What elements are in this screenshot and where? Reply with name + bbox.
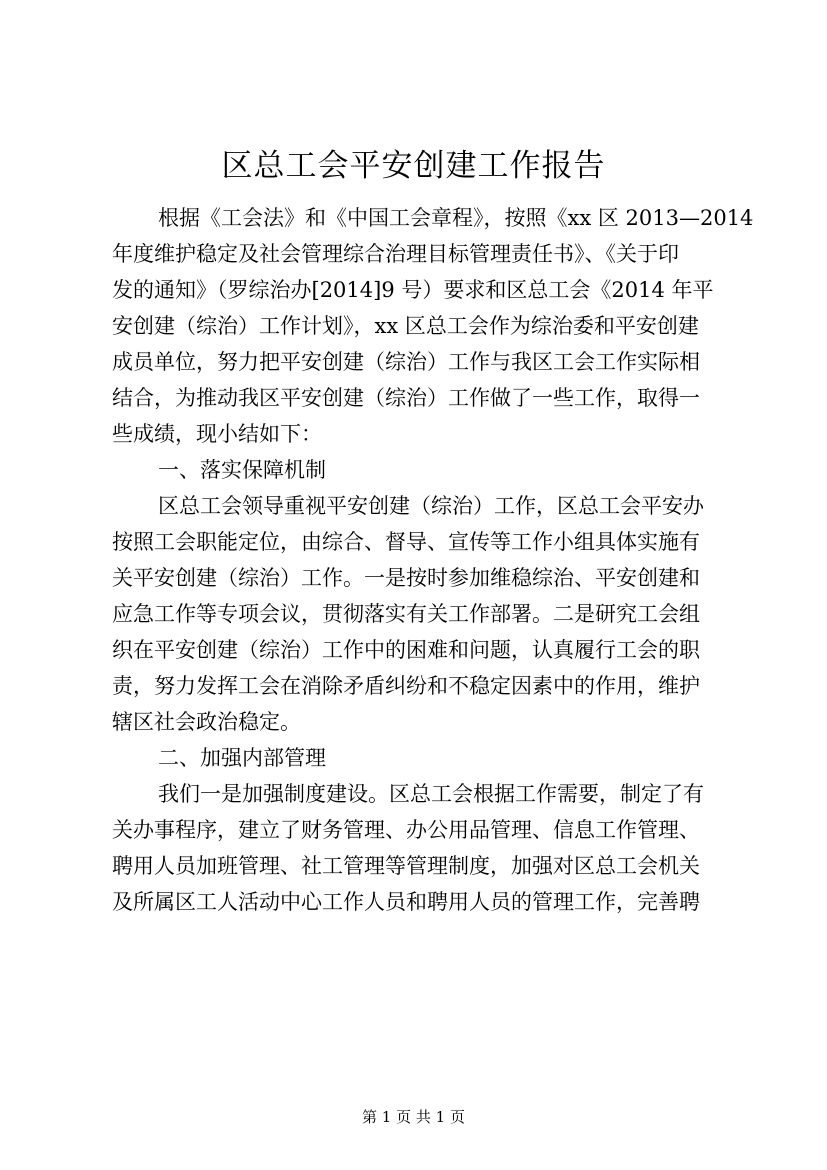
body-line: 些成绩，现小结如下： — [112, 422, 322, 446]
page-footer: 第 1 页 共 1 页 — [362, 1108, 465, 1126]
body-line: 按照工会职能定位，由综合、督导、宣传等工作小组具体实施有 — [112, 530, 700, 554]
body-line: 发的通知》（罗综治办[2014]9 号）要求和区总工会《2014 年平 — [112, 278, 714, 302]
body-line: 关平安创建（综治）工作。一是按时参加维稳综治、平安创建和 — [112, 566, 700, 590]
body-line: 区总工会领导重视平安创建（综治）工作，区总工会平安办 — [158, 494, 704, 518]
section-heading: 一、落实保障机制 — [158, 458, 326, 482]
document-title: 区总工会平安创建工作报告 — [221, 148, 606, 184]
body-line: 应急工作等专项会议，贯彻落实有关工作部署。二是研究工会组 — [112, 602, 700, 626]
body-line: 我们一是加强制度建设。区总工会根据工作需要，制定了有 — [158, 782, 704, 806]
body-line: 成员单位，努力把平安创建（综治）工作与我区工会工作实际相 — [112, 350, 700, 374]
body-line: 年度维护稳定及社会管理综合治理目标管理责任书》、《关于印 — [112, 242, 679, 266]
body-line: 结合，为推动我区平安创建（综治）工作做了一些工作，取得一 — [112, 386, 700, 410]
body-line: 责，努力发挥工会在消除矛盾纠纷和不稳定因素中的作用，维护 — [112, 674, 700, 698]
body-line: 安创建（综治）工作计划》，xx 区总工会作为综治委和平安创建 — [112, 314, 699, 338]
body-line: 及所属区工人活动中心工作人员和聘用人员的管理工作，完善聘 — [112, 890, 700, 914]
body-line: 织在平安创建（综治）工作中的困难和问题，认真履行工会的职 — [112, 638, 700, 662]
body-line: 关办事程序，建立了财务管理、办公用品管理、信息工作管理、 — [112, 818, 700, 842]
body-line: 根据《工会法》和《中国工会章程》，按照《xx 区 2013—2014 — [158, 206, 754, 230]
body-line: 聘用人员加班管理、社工管理等管理制度，加强对区总工会机关 — [112, 854, 700, 878]
body-line: 辖区社会政治稳定。 — [112, 710, 301, 734]
section-heading: 二、加强内部管理 — [158, 746, 326, 770]
